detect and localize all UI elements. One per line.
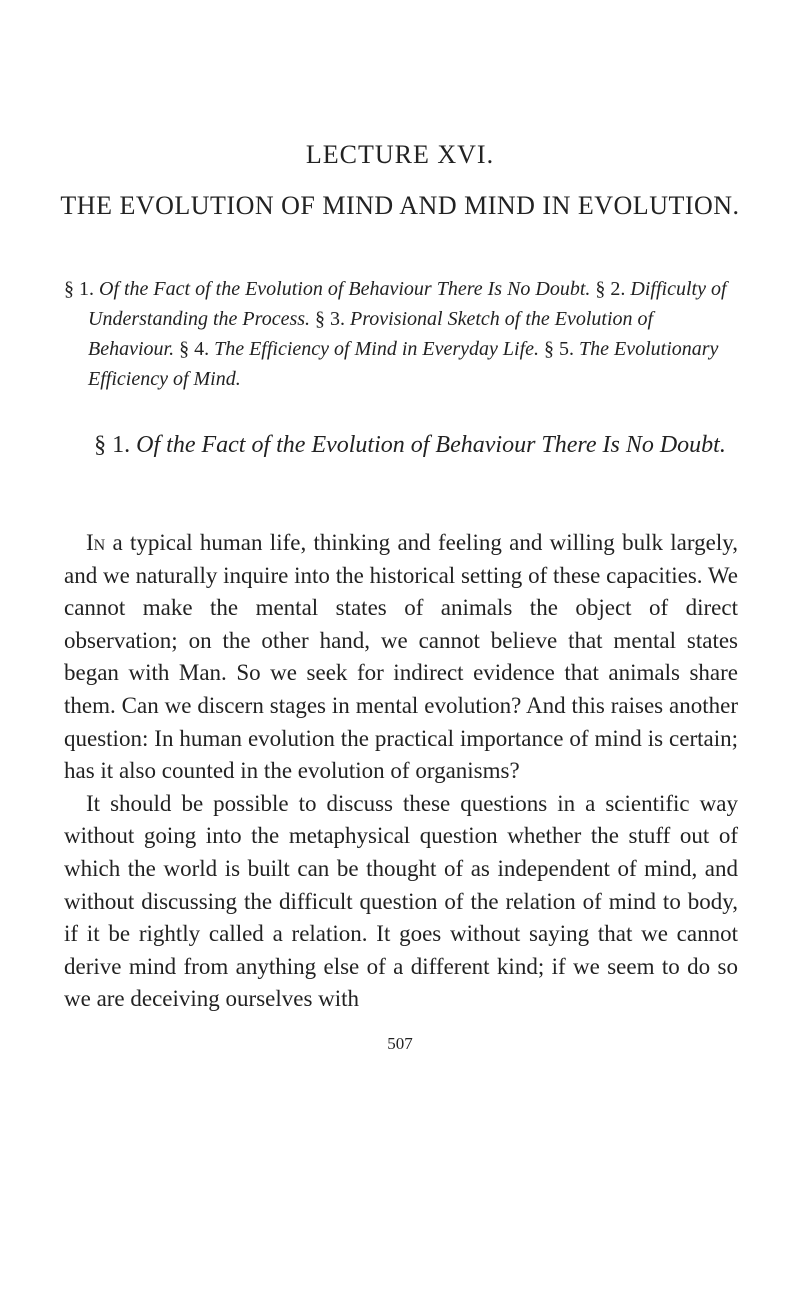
contents-item-3: Provisional Sketch of the Evolution of Behaviour. <box>88 308 654 360</box>
contents-item-4: The Efficiency of Mind in Everyday Life. <box>214 338 539 360</box>
section-heading-num: § 1. <box>94 432 131 458</box>
lecture-number: LECTURE XVI. <box>305 140 495 169</box>
paragraph-2: It should be possible to discuss these questions in a scientific way without going into the metaphysical question whether the stuff out of which the world is built can be thought of as independent of mind, and without discussing the difficult question of the relation of mind to body, if it be rightly called a relation. It goes without saying that we cannot derive mind from anything else of a different kind; if we seem to do so we are deceiving ourselves with <box>64 790 738 1012</box>
contents-num-2: § 2. <box>595 278 626 300</box>
contents-item-1: Of the Fact of the Evolution of Behaviour There Is No Doubt. <box>99 278 591 300</box>
section-heading-text: Of the Fact of the Evolution of Behaviour There Is No Doubt. <box>136 432 726 458</box>
body-text <box>64 527 738 1016</box>
chapter-title: THE EVOLUTION OF MIND AND MIND IN EVOLUTION. <box>60 191 740 220</box>
contents-num-5: § 5. <box>544 338 574 360</box>
section-heading <box>80 428 740 462</box>
paragraph-1-text: a typical human life, thinking and feeling and willing bulk largely, and we naturally inquire into the historical setting of these capacities. We cannot make the mental states of animals the object of direct observation; on the other hand, we cannot believe that mental states began with Man. So we seek for indirect evidence that animals share them. Can we discern stages in mental evolution? And this raises another question: In human evolution the practical importance of mind is certain; has it also counted in the evolution of organisms? <box>64 530 738 784</box>
contents-num-3: § 3. <box>315 308 346 330</box>
paragraph-1 <box>64 527 738 788</box>
contents-item-2: Difficulty of Understanding the Process. <box>88 278 727 330</box>
contents-num-4: § 4. <box>179 338 210 360</box>
contents-item-5: The Evolutionary Efficiency of Mind. <box>88 338 719 390</box>
page-number: 507 <box>387 1034 413 1053</box>
paragraph-1-lead: In <box>86 530 106 555</box>
contents-num-1: § 1. <box>64 278 94 300</box>
section-contents <box>64 274 738 394</box>
